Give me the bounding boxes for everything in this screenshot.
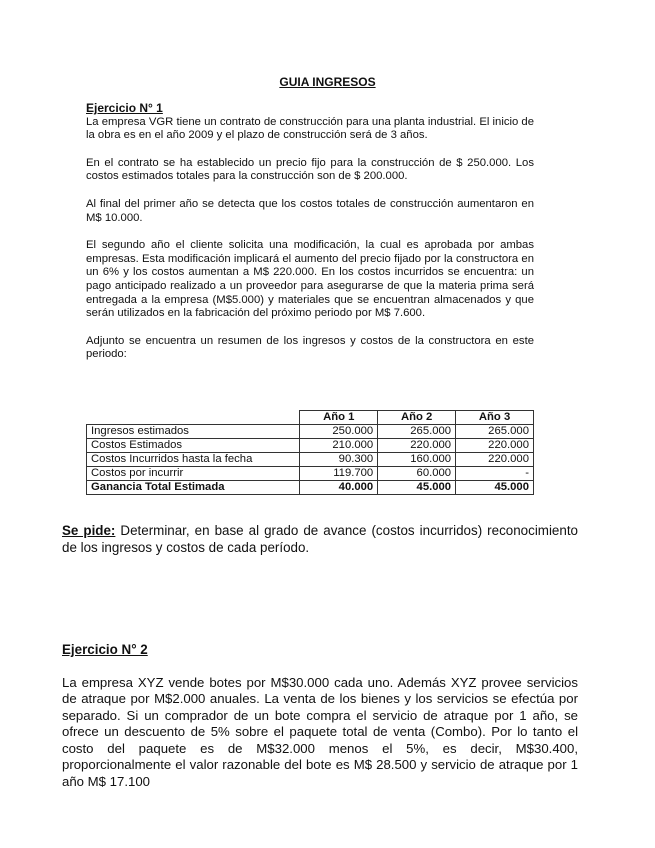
table-cell: 119.700 bbox=[300, 467, 378, 481]
exercise-1-paragraph: Al final del primer año se detecta que los costos totales de construcción aumentaron en M$ 10.000. bbox=[86, 197, 534, 224]
row-label: Costos Incurridos hasta la fecha bbox=[87, 453, 300, 467]
exercise-1-paragraph: La empresa VGR tiene un contrato de construcción para una planta industrial. El inicio de la obra es en el año 2009 y el plazo de construcción será de 3 años. bbox=[86, 115, 534, 142]
table-header-cell: Año 3 bbox=[456, 411, 534, 425]
table-cell: 220.000 bbox=[378, 439, 456, 453]
table-row bbox=[87, 467, 534, 481]
table-header-cell: Año 1 bbox=[300, 411, 378, 425]
exercise-2-heading: Ejercicio N° 2 bbox=[62, 642, 148, 657]
table-cell: 45.000 bbox=[378, 481, 456, 495]
row-label: Costos Estimados bbox=[87, 439, 300, 453]
row-label: Ganancia Total Estimada bbox=[87, 481, 300, 495]
table-cell: 60.000 bbox=[378, 467, 456, 481]
table-cell: 265.000 bbox=[456, 425, 534, 439]
table-cell: 160.000 bbox=[378, 453, 456, 467]
table-cell: 210.000 bbox=[300, 439, 378, 453]
table-total-row bbox=[87, 481, 534, 495]
table-cell: 40.000 bbox=[300, 481, 378, 495]
se-pide-label: Se pide: bbox=[62, 523, 116, 538]
exercise-1-paragraph: El segundo año el cliente solicita una modificación, la cual es aprobada por ambas empresas. Esta modificación implicará el aumento del precio fijado por la constructora en un 6% y los costos aumentan a M$ 220.000. En los costos incurridos se encuentra: un pago anticipado realizado a un proveedor para asegurarse de que la materia prima será entregada a la empresa (M$5.000) y materiales que se encuentran almacenados y que serán utilizados en la fabricación del próximo periodo por M$ 7.600. bbox=[86, 239, 534, 320]
table-cell: 220.000 bbox=[456, 439, 534, 453]
income-cost-table bbox=[86, 410, 534, 495]
se-pide-text: Determinar, en base al grado de avance (costos incurridos) reconocimiento de los ingresos y costos de cada período. bbox=[62, 523, 578, 555]
table-row bbox=[87, 453, 534, 467]
row-label: Costos por incurrir bbox=[87, 467, 300, 481]
table-cell: 45.000 bbox=[456, 481, 534, 495]
exercise-2-section bbox=[62, 642, 578, 804]
table-cell: 90.300 bbox=[300, 453, 378, 467]
page-title: GUIA INGRESOS bbox=[279, 75, 376, 89]
table-cell: 220.000 bbox=[456, 453, 534, 467]
table-header-row bbox=[87, 411, 534, 425]
table-row bbox=[87, 439, 534, 453]
exercise-2-paragraph: La empresa XYZ vende botes por M$30.000 cada uno. Además XYZ provee servicios de atraque por M$2.000 anuales. La venta de los bienes y los servicios se efectúa por separado. Si un comprador de un bote compra el servicio de atraque por 1 año, se ofrece un descuento de 5% sobre el paquete total de venta (Combo). Por lo tanto el costo del paquete es de M$32.000 menos el 5%, es decir, M$30.400, proporcionalmente el valor razonable del bote es M$ 28.500 y servicio de atraque por 1 año M$ 17.100 bbox=[62, 674, 578, 789]
table-row bbox=[87, 425, 534, 439]
table-cell: 250.000 bbox=[300, 425, 378, 439]
exercise-1-heading: Ejercicio N° 1 bbox=[86, 101, 163, 115]
table-header-cell bbox=[87, 411, 300, 425]
table-cell: - bbox=[456, 467, 534, 481]
table-cell: 265.000 bbox=[378, 425, 456, 439]
exercise-1-paragraph: En el contrato se ha establecido un precio fijo para la construcción de $ 250.000. Los costos estimados totales para la construcción son de $ 200.000. bbox=[86, 156, 534, 183]
table-header-cell: Año 2 bbox=[378, 411, 456, 425]
exercise-1-paragraph: Adjunto se encuentra un resumen de los ingresos y costos de la constructora en este periodo: bbox=[86, 334, 534, 361]
task-statement bbox=[62, 522, 578, 556]
exercise-1-section bbox=[86, 102, 534, 376]
row-label: Ingresos estimados bbox=[87, 425, 300, 439]
